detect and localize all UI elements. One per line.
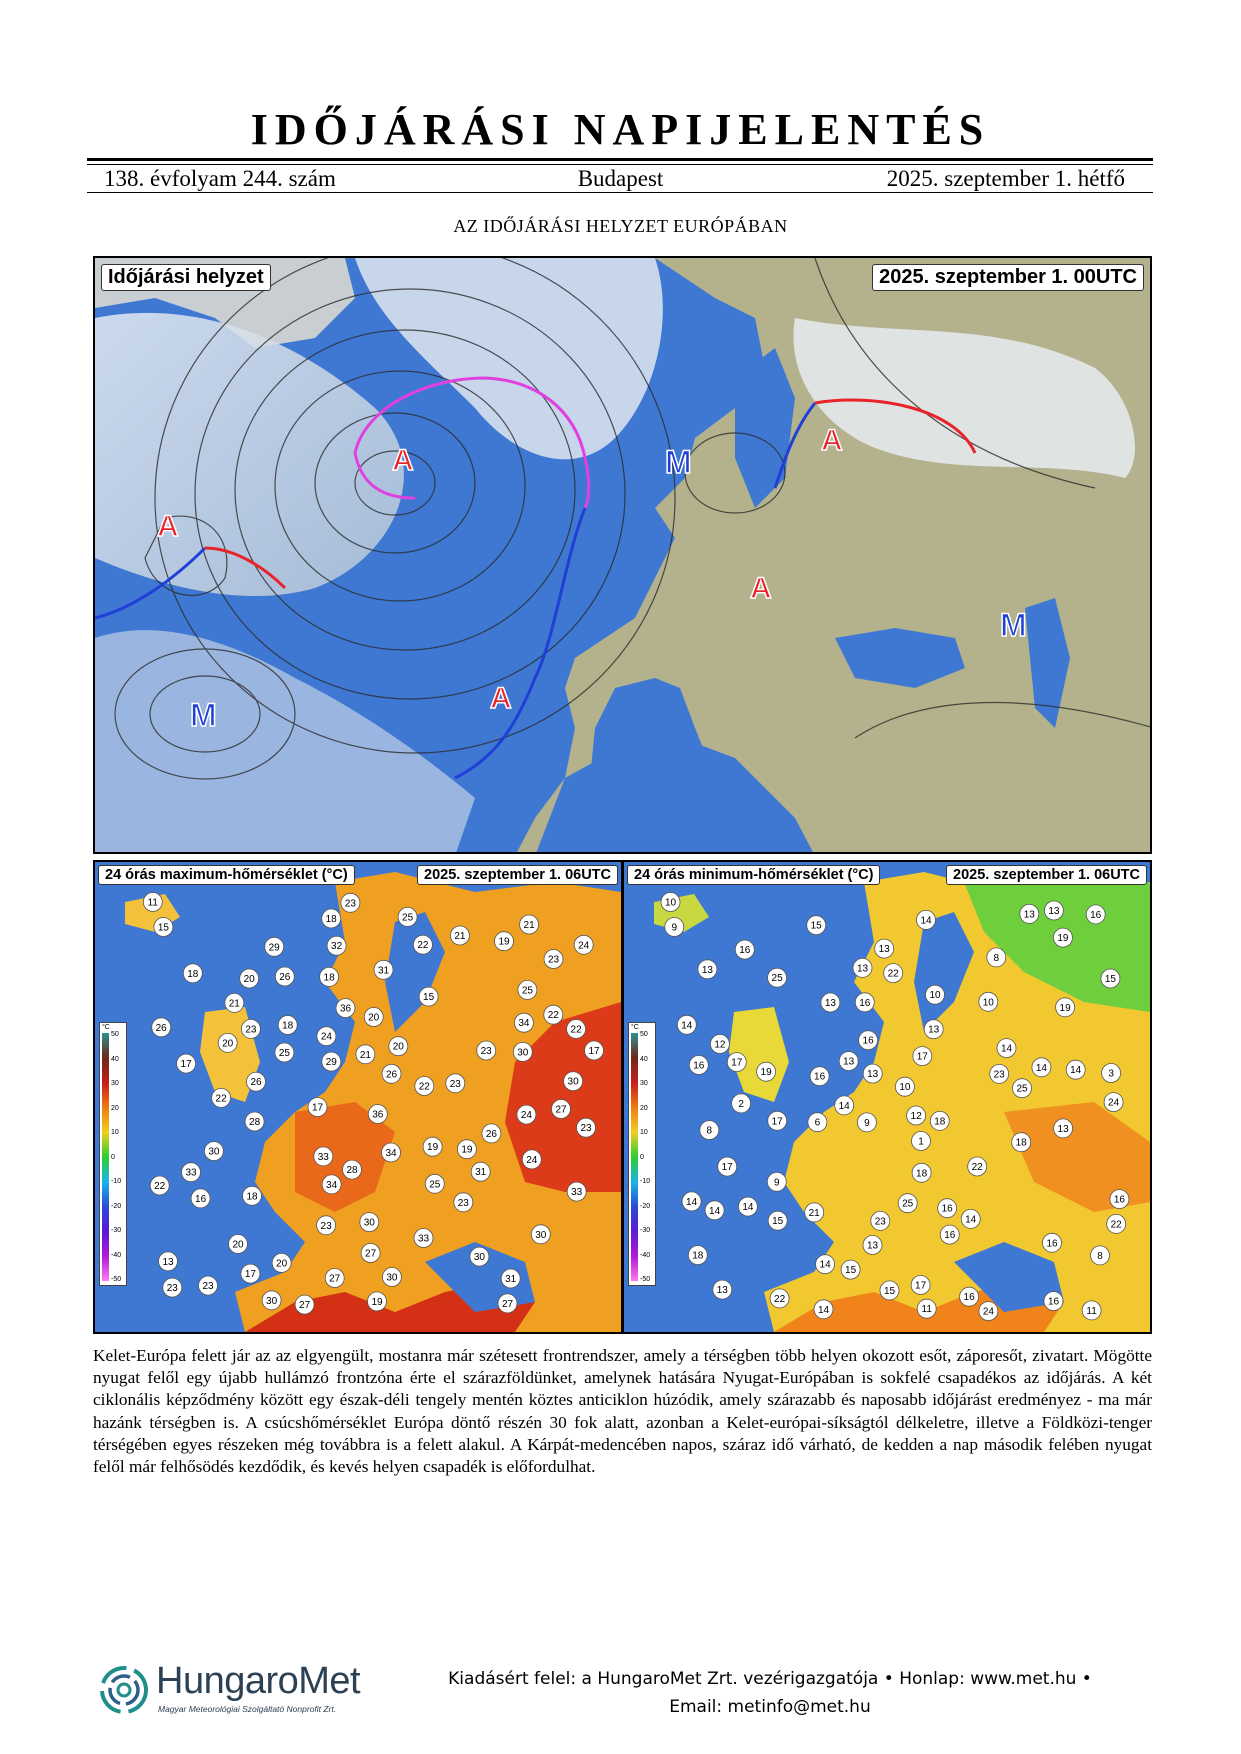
station-value: 23 — [457, 1197, 469, 1209]
station-value: 34 — [518, 1018, 530, 1030]
station-value: 20 — [222, 1038, 234, 1050]
high-centre: A — [821, 424, 843, 457]
station-value: 24 — [982, 1306, 994, 1318]
station-value: 36 — [372, 1109, 384, 1121]
logo-name: HungaroMet — [156, 1660, 361, 1702]
low-centre: M — [665, 444, 692, 480]
issue-city: Budapest — [577, 166, 664, 191]
station-value: 16 — [739, 945, 751, 957]
station-value: 16 — [693, 1060, 705, 1072]
station-value: 22 — [774, 1293, 786, 1305]
station-value: 6 — [814, 1117, 821, 1129]
station-value: 13 — [928, 1024, 940, 1036]
station-value: 10 — [982, 997, 994, 1009]
station-value: 18 — [692, 1250, 704, 1262]
section-subtitle: AZ IDŐJÁRÁSI HELYZET EURÓPÁBAN — [453, 216, 788, 236]
station-value: 16 — [1046, 1238, 1058, 1250]
scale-tick-label: -20 — [111, 1202, 122, 1210]
station-value: 23 — [166, 1283, 178, 1295]
station-value: 20 — [368, 1012, 380, 1024]
station-value: 34 — [326, 1179, 338, 1191]
station-value: 21 — [454, 931, 466, 942]
station-value: 14 — [681, 1020, 693, 1032]
station-value: 24 — [320, 1031, 332, 1043]
footer-line-1: Kiadásért felel: a HungaroMet Zrt. vezérigazgatója • Honlap: www.met.hu • — [448, 1669, 1092, 1689]
station-value: 24 — [578, 940, 590, 952]
station-value: 9 — [864, 1117, 870, 1129]
station-value: 17 — [731, 1057, 743, 1069]
scale-tick-label: 20 — [111, 1104, 119, 1112]
station-value: 30 — [567, 1076, 579, 1088]
station-value: 22 — [570, 1024, 582, 1036]
low-centre: M — [1000, 607, 1027, 643]
station-value: 13 — [824, 998, 836, 1009]
station-value: 15 — [157, 922, 169, 934]
station-value: 16 — [859, 997, 871, 1009]
station-value: 23 — [344, 898, 356, 910]
station-value: 19 — [760, 1067, 772, 1079]
station-value: 11 — [147, 897, 158, 909]
station-value: 16 — [1113, 1194, 1125, 1206]
station-value: 16 — [1090, 909, 1102, 921]
station-value: 22 — [417, 940, 429, 952]
station-value: 24 — [526, 1154, 538, 1166]
scale-tick-label: 0 — [640, 1153, 644, 1161]
station-value: 25 — [902, 1198, 914, 1210]
station-value: 26 — [485, 1128, 497, 1140]
station-value: 3 — [1108, 1068, 1114, 1080]
station-value: 14 — [817, 1304, 830, 1316]
station-value: 19 — [498, 936, 510, 948]
header-rule-thick — [87, 158, 1153, 161]
high-centre: A — [490, 682, 512, 715]
scale-tick-label: 30 — [111, 1080, 119, 1087]
station-value: 14 — [709, 1205, 721, 1217]
station-value: 9 — [671, 922, 678, 934]
station-value: 25 — [402, 912, 414, 924]
station-value: 27 — [555, 1104, 567, 1116]
station-value: 24 — [520, 1110, 532, 1122]
station-value: 26 — [385, 1069, 398, 1081]
logo-swirl-icon — [96, 1662, 152, 1718]
station-value: 13 — [843, 1056, 855, 1068]
station-value: 13 — [162, 1256, 174, 1268]
high-centre: A — [157, 510, 179, 543]
station-value: 14 — [686, 1196, 698, 1208]
station-value: 22 — [971, 1162, 983, 1173]
station-value: 23 — [320, 1220, 332, 1232]
scale-tick-label: 50 — [111, 1031, 119, 1038]
min-map-label: 24 órás minimum-hőmérséklet (°C) — [627, 865, 880, 885]
station-value: 30 — [517, 1047, 529, 1059]
station-value: 17 — [916, 1051, 928, 1063]
station-value: 13 — [1057, 1123, 1069, 1135]
station-value: 18 — [187, 968, 199, 980]
high-centre: A — [750, 572, 772, 605]
station-value: 23 — [245, 1024, 257, 1036]
station-value: 23 — [480, 1046, 492, 1057]
station-value: 23 — [993, 1069, 1005, 1081]
station-value: 9 — [774, 1177, 780, 1189]
station-value: 12 — [910, 1111, 922, 1122]
issue-date: 2025. szeptember 1. hétfő — [886, 166, 1125, 191]
scale-tick-label: 10 — [111, 1129, 119, 1136]
station-value: 30 — [473, 1252, 485, 1264]
station-value: 14 — [742, 1202, 754, 1214]
station-value: 17 — [311, 1102, 324, 1114]
station-value: 13 — [1048, 906, 1060, 917]
station-value: 18 — [246, 1191, 258, 1203]
forecast-paragraph: Kelet-Európa felett jár az az elgyengült, mostanra már szétesett frontrendszer, amely a térségben több helyen okozott esőt, záporesőt, zivatart. Mögötte nyugat felől egy újabb hullámzó frontzóna érte el szárazföldünket, amelynek hatására Nyugat-Európában is sokfelé csapadékos az időjárás. A két ciklonális képződmény között egy észak-déli tengely mentén köztes anticiklon húzódik, amely szárazabb és naposabb időjárást eredményez - ma már hazánk térségben is. A csúcshőmérséklet Európa döntő részén 30 fok alatt, azonban a Kelet-európai-síkságtól délkeletre, illetve a Földközi-tenger térségében egyes részeken még továbbra is a felett alakul. A Kárpát-medencében napos, száraz idő várható, de kedden a nap második felében nyugat felől már felhősödés kezdődik, és kevés helyen csapadék is előfordulhat. — [93, 1346, 1152, 1477]
header-rule-thin-top — [87, 164, 1153, 165]
station-value: 22 — [418, 1081, 430, 1093]
station-value: 8 — [1097, 1250, 1103, 1262]
station-value: 19 — [461, 1144, 473, 1156]
station-value: 18 — [282, 1020, 294, 1032]
station-value: 14 — [920, 915, 932, 927]
station-value: 16 — [944, 1230, 956, 1242]
station-value: 16 — [862, 1035, 874, 1047]
station-value: 13 — [716, 1285, 728, 1297]
station-value: 26 — [279, 972, 291, 983]
max-temperature-map — [93, 860, 623, 1334]
station-value: 30 — [266, 1295, 278, 1307]
station-value: 27 — [501, 1298, 514, 1310]
station-value: 27 — [365, 1248, 377, 1260]
station-value: 18 — [323, 972, 335, 984]
station-value: 22 — [547, 1010, 559, 1022]
station-value: 20 — [392, 1041, 404, 1053]
station-value: 21 — [359, 1049, 371, 1061]
station-value: 15 — [883, 1285, 896, 1297]
station-value: 25 — [771, 973, 783, 985]
issue-volume: 138. évfolyam 244. szám — [104, 166, 336, 191]
station-value: 24 — [1108, 1097, 1120, 1109]
station-value: 17 — [588, 1046, 600, 1057]
scale-tick-label: -50 — [111, 1276, 122, 1283]
station-value: 16 — [814, 1071, 826, 1083]
station-value: 16 — [195, 1193, 207, 1205]
station-value: 19 — [427, 1142, 439, 1154]
scale-tick-label: 40 — [111, 1055, 119, 1063]
station-value: 14 — [1035, 1062, 1047, 1074]
station-value: 20 — [232, 1239, 244, 1251]
station-value: 2 — [738, 1098, 744, 1110]
scale-tick-label: 40 — [640, 1055, 648, 1063]
station-value: 33 — [317, 1151, 329, 1163]
station-value: 22 — [1110, 1219, 1122, 1231]
station-value: 8 — [993, 952, 1000, 964]
scale-tick-label: 50 — [640, 1031, 648, 1038]
station-value: 11 — [1086, 1305, 1097, 1317]
station-value: 33 — [571, 1187, 583, 1199]
station-value: 17 — [915, 1280, 927, 1292]
station-value: 14 — [965, 1214, 977, 1226]
synoptic-map-label: Időjárási helyzet — [101, 264, 271, 291]
synoptic-map-time: 2025. szeptember 1. 00UTC — [872, 264, 1144, 291]
station-value: 26 — [250, 1077, 262, 1089]
station-value: 29 — [268, 942, 280, 954]
station-value: 11 — [921, 1304, 932, 1316]
station-value: 25 — [1016, 1083, 1028, 1095]
station-value: 13 — [866, 1240, 879, 1252]
scale-tick-label: -30 — [111, 1227, 122, 1234]
station-value: 1 — [918, 1136, 924, 1148]
station-value: 19 — [1057, 933, 1069, 945]
footer-publisher-info — [420, 1665, 1120, 1721]
station-value: 31 — [377, 965, 390, 977]
footer-line-2: Email: metinfo@met.hu — [669, 1697, 871, 1717]
station-value: 13 — [856, 963, 869, 975]
station-value: 21 — [808, 1207, 820, 1219]
station-value: 15 — [810, 920, 822, 932]
station-value: 21 — [523, 920, 535, 931]
scale-unit: °C — [102, 1024, 110, 1031]
header-rule-thin-bottom — [87, 192, 1153, 193]
synoptic-map-graphic — [95, 258, 1152, 854]
station-value: 14 — [1000, 1043, 1013, 1055]
min-map-time: 2025. szeptember 1. 06UTC — [946, 865, 1147, 885]
station-value: 15 — [1104, 974, 1116, 985]
max-color-scale — [99, 1022, 127, 1286]
hungaromet-logo — [96, 1660, 396, 1720]
min-color-scale — [628, 1022, 656, 1286]
synoptic-map — [93, 256, 1152, 854]
station-value: 32 — [331, 941, 343, 953]
station-value: 10 — [929, 990, 941, 1002]
station-value: 31 — [475, 1167, 487, 1179]
station-value: 28 — [249, 1117, 261, 1128]
station-value: 19 — [1059, 1002, 1071, 1014]
station-value: 30 — [363, 1217, 375, 1229]
high-centre: A — [392, 444, 414, 477]
station-value: 36 — [339, 1003, 352, 1015]
station-value: 16 — [963, 1292, 975, 1304]
station-value: 10 — [664, 897, 677, 909]
station-value: 15 — [845, 1265, 857, 1277]
station-value: 22 — [215, 1093, 227, 1105]
station-value: 22 — [887, 968, 899, 980]
max-map-time: 2025. szeptember 1. 06UTC — [417, 865, 618, 885]
station-value: 10 — [899, 1082, 911, 1094]
station-value: 27 — [329, 1273, 341, 1285]
station-value: 17 — [180, 1059, 192, 1071]
station-value: 18 — [916, 1168, 928, 1180]
station-value: 23 — [874, 1216, 886, 1228]
station-value: 33 — [185, 1167, 197, 1179]
scale-tick-label: -40 — [640, 1251, 651, 1259]
station-value: 18 — [1015, 1137, 1027, 1149]
scale-tick-label: 20 — [640, 1104, 648, 1112]
min-temperature-map — [622, 860, 1152, 1334]
scale-tick-label: -50 — [640, 1276, 651, 1283]
station-value: 30 — [535, 1229, 547, 1241]
station-value: 34 — [385, 1148, 397, 1159]
station-value: 25 — [278, 1048, 290, 1059]
station-value: 29 — [325, 1057, 337, 1069]
station-value: 30 — [386, 1272, 398, 1284]
low-centre: M — [190, 697, 217, 733]
station-value: 13 — [1023, 909, 1035, 921]
station-value: 23 — [547, 954, 560, 966]
station-value: 18 — [934, 1116, 946, 1128]
station-value: 27 — [299, 1300, 311, 1312]
scale-tick-label: 0 — [111, 1153, 115, 1161]
station-value: 25 — [521, 985, 533, 997]
max-map-label: 24 órás maximum-hőmérséklet (°C) — [98, 865, 355, 885]
scale-tick-label: -10 — [640, 1178, 651, 1185]
station-value: 14 — [1070, 1065, 1082, 1077]
station-value: 15 — [772, 1216, 784, 1228]
scale-tick-label: -10 — [111, 1178, 122, 1185]
station-value: 19 — [371, 1296, 383, 1308]
station-value: 17 — [721, 1162, 733, 1174]
station-value: 33 — [417, 1233, 430, 1245]
scale-tick-label: -40 — [111, 1251, 122, 1259]
station-value: 23 — [202, 1281, 214, 1293]
station-value: 15 — [423, 992, 435, 1004]
station-value: 14 — [819, 1259, 831, 1271]
station-value: 22 — [154, 1181, 166, 1192]
station-value: 18 — [325, 914, 337, 925]
station-value: 14 — [838, 1100, 850, 1112]
station-value: 23 — [580, 1123, 592, 1135]
station-value: 21 — [228, 998, 240, 1010]
scale-tick-label: -30 — [640, 1227, 651, 1234]
page-title: IDŐJÁRÁSI NAPIJELENTÉS — [250, 105, 991, 154]
station-value: 13 — [878, 944, 890, 956]
station-value: 12 — [714, 1039, 726, 1051]
station-value: 23 — [449, 1078, 461, 1090]
max-temperature-graphic — [95, 862, 621, 1332]
station-value: 28 — [346, 1165, 358, 1177]
scale-tick-label: 30 — [640, 1080, 648, 1087]
station-value: 8 — [706, 1125, 713, 1137]
station-value: 20 — [276, 1258, 288, 1270]
scale-unit: °C — [631, 1024, 639, 1031]
station-value: 26 — [155, 1022, 167, 1034]
station-value: 25 — [429, 1179, 441, 1191]
station-value: 16 — [941, 1203, 953, 1215]
station-value: 17 — [244, 1269, 256, 1281]
station-value: 20 — [243, 974, 255, 985]
station-value: 31 — [505, 1274, 517, 1285]
scale-tick-label: 10 — [640, 1129, 648, 1136]
logo-subtitle: Magyar Meteorológiai Szolgáltató Nonprofit Zrt. — [158, 1704, 337, 1714]
station-value: 13 — [867, 1069, 879, 1081]
station-value: 17 — [771, 1116, 783, 1128]
station-value: 30 — [208, 1146, 220, 1158]
scale-tick-label: -20 — [640, 1202, 651, 1210]
min-temperature-graphic — [624, 862, 1150, 1332]
station-value: 13 — [701, 964, 713, 976]
station-value: 16 — [1047, 1296, 1060, 1308]
